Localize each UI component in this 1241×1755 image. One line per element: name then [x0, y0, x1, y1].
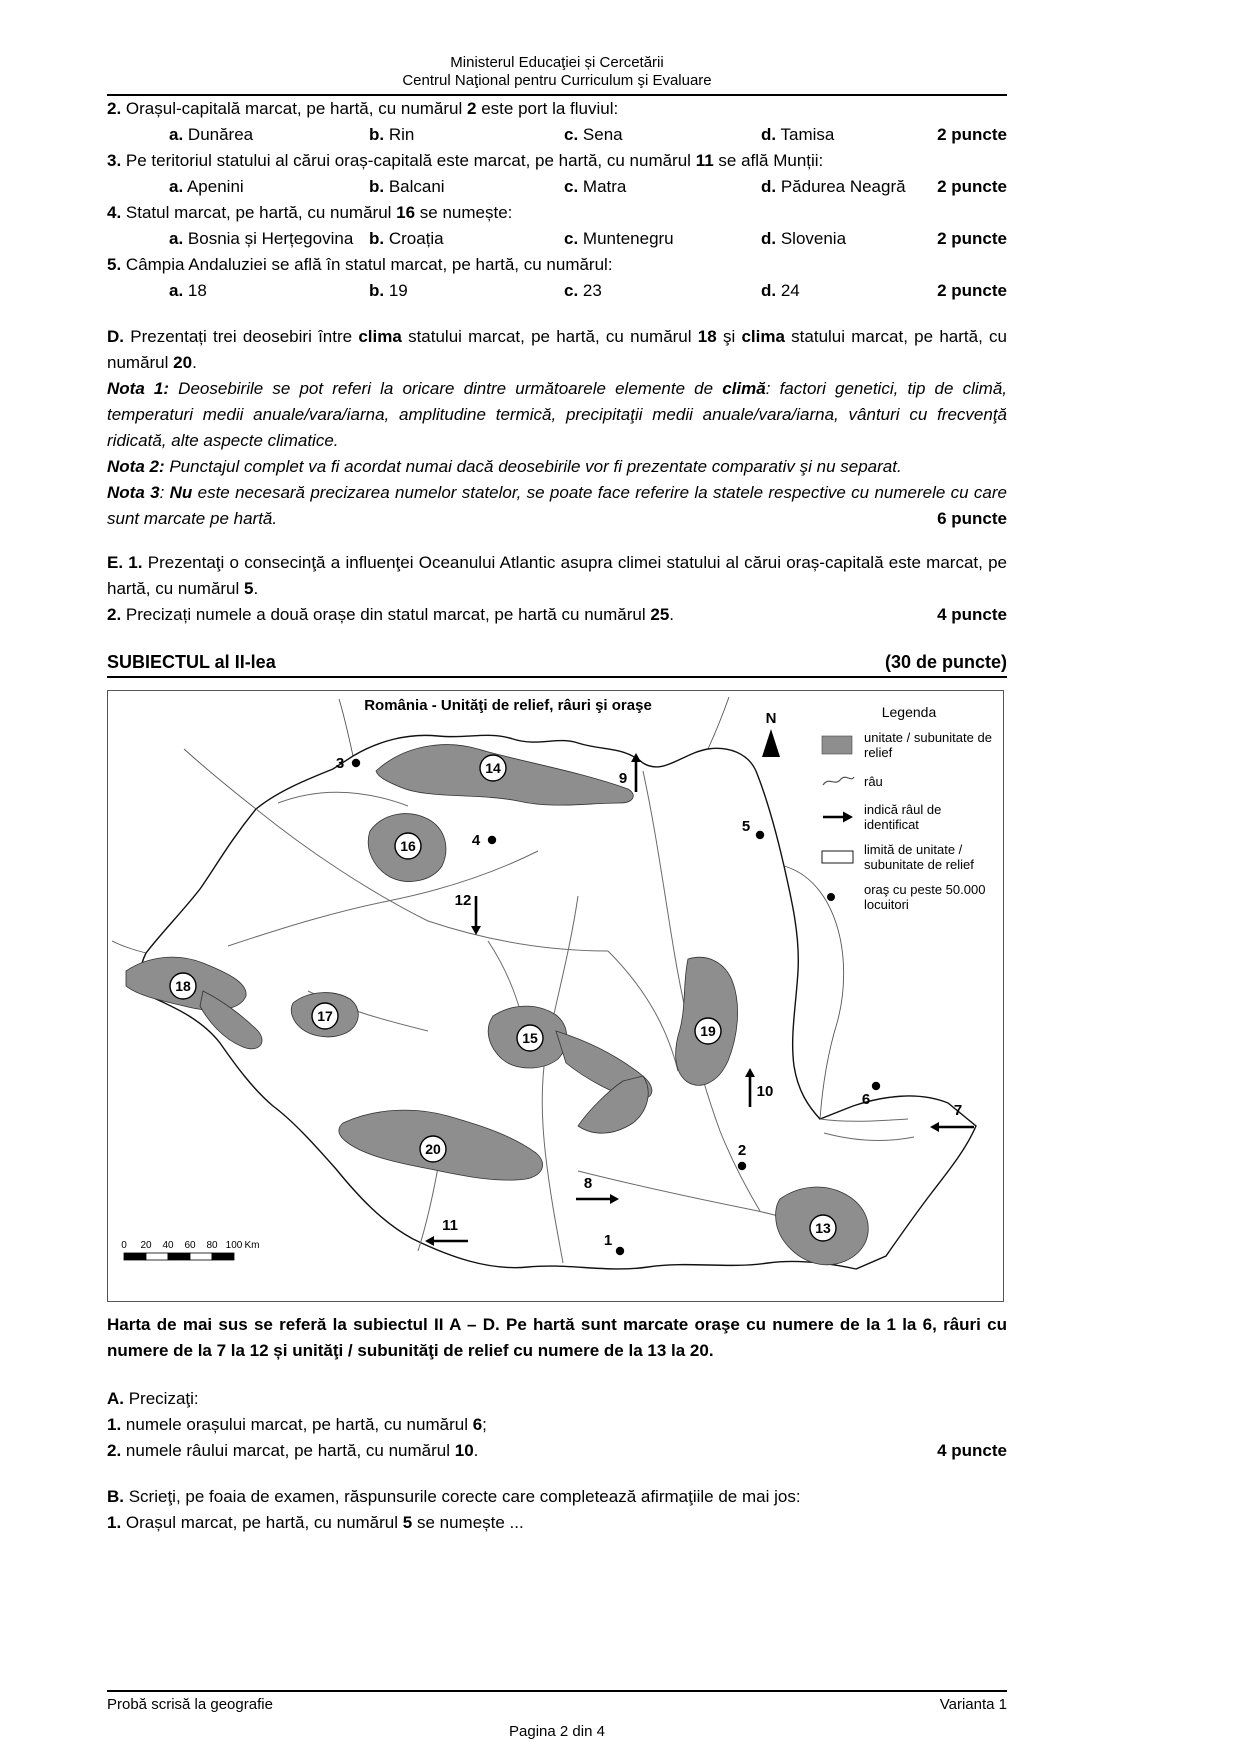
- section-b-head: B. Scrieţi, pe foaia de examen, răspunsurile corecte care completează afirmaţiile de mai jos:: [107, 1487, 801, 1506]
- points-label: 2 puncte: [937, 177, 1007, 196]
- legend-label: râu: [864, 773, 883, 789]
- city-marker-5: [756, 831, 764, 839]
- option-a: a. Bosnia și Herțegovina: [169, 229, 354, 248]
- river-arrow-head: [745, 1068, 755, 1077]
- city-marker-label: 5: [741, 818, 751, 835]
- question-3-options: [107, 174, 1007, 200]
- legend-item-river: [821, 770, 997, 792]
- romania-map: [107, 690, 1004, 1302]
- ministry-header: [107, 54, 1007, 96]
- subject-2-points: (30 de puncte): [884, 652, 1007, 672]
- relief-units: [126, 745, 871, 1265]
- question-3-stem: 3. Pe teritoriul statului al cărui oraș-capitală este marcat, pe hartă, cu numărul 11 se află Munții:: [107, 151, 824, 170]
- map-title: România - Unităţi de relief, râuri şi oraşe: [364, 697, 652, 714]
- north-arrow: [762, 710, 780, 757]
- relief-marker-label: 19: [700, 1023, 716, 1039]
- section-a-item1: 1. numele orașului marcat, pe hartă, cu numărul 6;: [107, 1415, 487, 1434]
- option-b: b. Balcani: [369, 177, 445, 196]
- scale-segment: [212, 1253, 234, 1260]
- option-c: c. Muntenegru: [564, 229, 674, 248]
- section-e-item2: 2. Precizați numele a două orașe din statul marcat, pe hartă cu numărul 25.: [107, 605, 675, 624]
- river-marker-label-8: 8: [583, 1175, 593, 1192]
- scale-segment: [146, 1253, 168, 1260]
- scale-bar: [121, 1240, 259, 1260]
- option-b: b. Rin: [369, 125, 415, 144]
- question-4-stem: 4. Statul marcat, pe hartă, cu numărul 16 se numește:: [107, 203, 513, 222]
- boundary-line-icon: [821, 846, 857, 868]
- option-d: d. Tamisa: [761, 125, 835, 144]
- section-a: [107, 1386, 1007, 1464]
- footer-variant: Varianta 1: [939, 1696, 1007, 1713]
- north-arrow-triangle: [762, 729, 780, 757]
- legend-item-boundary: [821, 842, 997, 872]
- option-d: d. 24: [761, 281, 800, 300]
- section-d-nota1: Nota 1: Deosebirile se pot referi la oricare dintre următoarele elemente de climă: factori genetici, tip de climă, temperaturi medii anuale/vara/iarna, amplitudine termică, precipitaţii medii anuale/vara/iarna, vânturi cu frecvenţă ridicată, alte aspecte climatice.: [107, 379, 1007, 450]
- scale-label: 100: [225, 1240, 243, 1251]
- option-a: a. 18: [169, 281, 207, 300]
- question-2-stem: 2. Orașul-capitală marcat, pe hartă, cu numărul 2 este port la fluviul:: [107, 99, 619, 118]
- option-b: b. Croația: [369, 229, 444, 248]
- city-marker-3: [352, 759, 360, 767]
- city-marker-label: 3: [335, 755, 345, 772]
- points-label: 2 puncte: [937, 281, 1007, 300]
- section-d-nota2: Nota 2: Punctajul complet va fi acordat numai dacă deosebirile vor fi prezentate comparativ şi nu separat.: [107, 457, 902, 476]
- city-dot-icon: [821, 886, 857, 908]
- center-name: Centrul Naţional pentru Curriculum şi Evaluare: [402, 72, 712, 89]
- question-4: [107, 200, 1007, 252]
- section-d-nota3: [107, 480, 1007, 532]
- points-label: 4 puncte: [937, 605, 1007, 624]
- river-marker-label-9: 9: [618, 770, 628, 787]
- section-e-item2-row: [107, 602, 1007, 628]
- legend-item-identify-arrow: [821, 802, 997, 832]
- scale-label: 20: [140, 1240, 152, 1251]
- relief-swatch-icon: [821, 734, 857, 756]
- legend-item-city: [821, 882, 997, 912]
- legend-label: unitate / subunitate de relief: [864, 730, 992, 760]
- page-footer: [107, 1690, 1007, 1741]
- option-c: c. Matra: [564, 177, 627, 196]
- city-marker-label: 4: [471, 832, 481, 849]
- ministry-name: Ministerul Educaţiei și Cercetării: [450, 54, 664, 71]
- option-c: c. 23: [564, 281, 602, 300]
- scale-unit: Km: [244, 1240, 260, 1251]
- subject-2-title: SUBIECTUL al II-lea: [107, 652, 276, 672]
- section-a-item2: 2. numele râului marcat, pe hartă, cu numărul 10.: [107, 1441, 479, 1460]
- scale-label: 80: [206, 1240, 218, 1251]
- city-marker-label: 6: [861, 1091, 871, 1108]
- question-5-options: [107, 278, 1007, 304]
- scale-segment: [124, 1253, 146, 1260]
- footer-row: [107, 1695, 1007, 1714]
- legend-label: indică râul de identificat: [864, 802, 942, 832]
- points-label: 4 puncte: [937, 1441, 1007, 1460]
- scale-label: 40: [162, 1240, 174, 1251]
- river-marker-label-7: 7: [953, 1102, 963, 1119]
- question-2: [107, 96, 1007, 148]
- question-4-options: [107, 226, 1007, 252]
- relief-marker-label: 18: [175, 978, 191, 994]
- points-label: 2 puncte: [937, 229, 1007, 248]
- legend-label: oraş cu peste 50.000 locuitori: [864, 882, 986, 912]
- city-marker-2: [738, 1162, 746, 1170]
- map-legend: [821, 705, 997, 922]
- river-arrow-head: [631, 753, 641, 762]
- option-d: d. Slovenia: [761, 229, 847, 248]
- relief-marker-label: 14: [485, 760, 501, 776]
- section-a-item2-row: [107, 1438, 1007, 1464]
- river-arrow-head: [930, 1122, 939, 1132]
- city-marker-label: 1: [603, 1232, 613, 1249]
- option-a: a. Apenini: [169, 177, 244, 196]
- section-e-item1: E. 1. Prezentaţi o consecinţă a influenţei Oceanului Atlantic asupra climei statului al cărui oraș-capitală este marcat, pe hartă, cu numărul 5.: [107, 553, 1007, 598]
- section-b: [107, 1484, 1007, 1536]
- relief-marker-label: 13: [815, 1220, 831, 1236]
- scale-segment: [190, 1253, 212, 1260]
- points-label: 6 puncte: [927, 506, 1007, 532]
- subject-2-heading: [107, 650, 1007, 678]
- river-marker-label-11: 11: [442, 1217, 458, 1234]
- scale-label: 60: [184, 1240, 196, 1251]
- option-d: d. Pădurea Neagră: [761, 177, 906, 196]
- section-d-intro: D. Prezentați trei deosebiri între clima statului marcat, pe hartă, cu numărul 18 şi clima statului marcat, pe hartă, cu numărul 20.: [107, 327, 1007, 372]
- footer-page-number: Pagina 2 din 4: [509, 1723, 605, 1740]
- points-label: 2 puncte: [937, 125, 1007, 144]
- scale-segment: [168, 1253, 190, 1260]
- city-marker-6: [872, 1082, 880, 1090]
- question-3: [107, 148, 1007, 200]
- section-d: [107, 324, 1007, 532]
- legend-label: limită de unitate / subunitate de relief: [864, 842, 974, 872]
- relief-marker-label: 15: [522, 1030, 538, 1046]
- map-caption: Harta de mai sus se referă la subiectul II A – D. Pe hartă sunt marcate oraşe cu numere de la 1 la 6, râuri cu numere de la 7 la 12 și unităţi / subunităţi de relief cu numere de la 13 la 20.: [107, 1315, 1007, 1360]
- question-5-stem: 5. Câmpia Andaluziei se află în statul marcat, pe hartă, cu numărul:: [107, 255, 613, 274]
- relief-marker-label: 20: [425, 1141, 441, 1157]
- river-arrow-head: [610, 1194, 619, 1204]
- city-marker-4: [488, 836, 496, 844]
- legend-title: Legenda: [881, 704, 937, 720]
- identify-arrow-icon: [821, 806, 857, 828]
- section-e: [107, 550, 1007, 628]
- section-b-item1: 1. Orașul marcat, pe hartă, cu numărul 5 se numește ...: [107, 1513, 524, 1532]
- river-marker-label-12: 12: [454, 892, 472, 909]
- relief-marker-label: 16: [400, 838, 416, 854]
- river-line-icon: [821, 770, 857, 792]
- footer-subject: Probă scrisă la geografie: [107, 1696, 273, 1713]
- scale-label: 0: [121, 1240, 127, 1251]
- legend-item-relief: [821, 730, 997, 760]
- city-marker-label: 2: [737, 1142, 747, 1159]
- river-marker-label-10: 10: [756, 1083, 774, 1100]
- question-2-options: [107, 122, 1007, 148]
- section-a-head: A. Precizaţi:: [107, 1389, 199, 1408]
- option-b: b. 19: [369, 281, 408, 300]
- option-c: c. Sena: [564, 125, 623, 144]
- north-label: N: [765, 710, 777, 727]
- question-5: [107, 252, 1007, 304]
- nota3-text: Nota 3: Nu este necesară precizarea numelor statelor, se poate face referire la statele respective cu numerele cu care sunt marcate pe hartă.: [107, 483, 1007, 528]
- relief-marker-label: 17: [317, 1008, 333, 1024]
- city-marker-1: [616, 1247, 624, 1255]
- option-a: a. Dunărea: [169, 125, 254, 144]
